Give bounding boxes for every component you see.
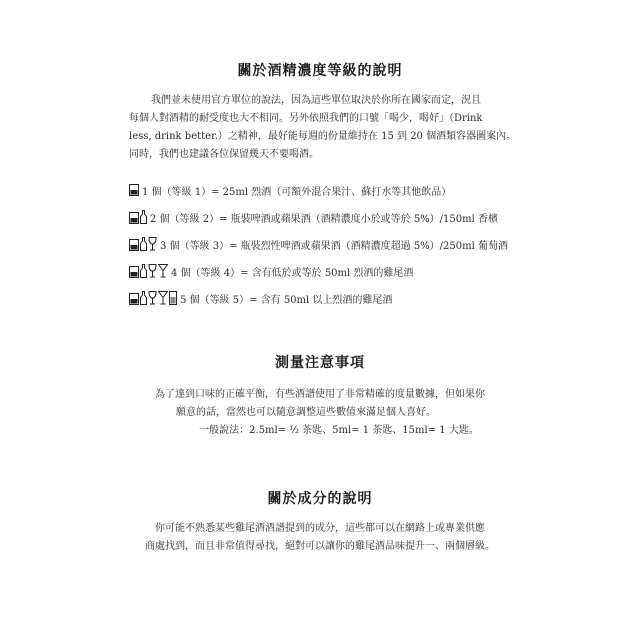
beer-bottle-icon <box>140 210 148 224</box>
ingredients-body <box>120 520 520 556</box>
level-item-5 <box>129 291 392 305</box>
intro-line: 同時，我們也建議各位保留幾天不要喝酒。 <box>129 149 319 160</box>
wine-glass-icon <box>148 264 158 278</box>
level-item-3 <box>129 237 508 251</box>
level-icons <box>129 291 178 305</box>
wine-glass-icon <box>148 291 158 305</box>
level-item-4 <box>129 264 413 278</box>
ingredients-line: 商處找到，而且非常值得尋找，絕對可以讓你的雞尾酒品味提升一、兩個層級。 <box>145 541 495 552</box>
level-text: 5 個（等級 5）= 含有 50ml 以上烈酒的雞尾酒 <box>180 294 393 306</box>
beer-bottle-icon <box>140 291 148 305</box>
shot-glass-icon <box>129 239 140 251</box>
level-text: 1 個（等級 1）= 25ml 烈酒（可額外混合果汁、蘇打水等其他飲品） <box>142 186 452 198</box>
measurement-line: 願意的話，當然也可以隨意調整這些數值來滿足個人喜好。 <box>176 407 436 418</box>
beer-bottle-icon <box>140 264 148 278</box>
intro-line: less, drink better.）之精神，最好能每週的份量維持在 15 到 20 個酒類容器圖案內。 <box>129 131 517 142</box>
level-item-1 <box>129 183 451 197</box>
shot-glass-icon <box>129 266 140 278</box>
level-text: 3 個（等級 3）= 瓶裝烈性啤酒或蘋果酒（酒精濃度超過 5%）/250ml 葡萄酒 <box>160 240 508 252</box>
section-title-alcohol-levels: 關於酒精濃度等級的說明 <box>237 63 403 79</box>
alcohol-levels-intro <box>129 92 517 164</box>
shot-glass-icon <box>129 184 140 196</box>
shot-glass-icon <box>129 293 140 305</box>
level-icons <box>129 264 169 278</box>
shot-glass-icon <box>129 212 140 224</box>
ingredients-line: 你可能不熟悉某些雞尾酒酒譜提到的成分，這些都可以在網路上或專業供應 <box>155 523 485 534</box>
measurement-notes-body <box>120 386 520 440</box>
cocktail-glass-icon <box>158 291 169 305</box>
level-icons <box>129 184 140 196</box>
level-text: 4 個（等級 4）= 含有低於或等於 50ml 烈酒的雞尾酒 <box>171 267 414 279</box>
level-item-2 <box>129 210 498 224</box>
wine-glass-icon <box>148 237 158 251</box>
measurement-line: 為了達到口味的正確平衡，有些酒譜使用了非常精確的度量數據，但如果你 <box>155 389 485 400</box>
intro-line: 我們並未使用官方單位的說法，因為這些單位取決於你所在國家而定，況且 <box>151 95 481 106</box>
level-icons <box>129 210 148 224</box>
beer-bottle-icon <box>140 237 148 251</box>
highball-glass-icon <box>169 291 178 305</box>
level-icons <box>129 237 158 251</box>
measurement-line: 一般說法：2.5ml= ½ 茶匙、5ml= 1 茶匙、15ml= 1 大匙。 <box>199 425 479 436</box>
section-title-measurement-notes: 測量注意事項 <box>275 355 365 371</box>
cocktail-glass-icon <box>158 264 169 278</box>
intro-line: 每個人對酒精的耐受度也大不相同。另外依照我們的口號「喝少，喝好」（Drink <box>129 113 483 124</box>
section-title-ingredients: 關於成分的說明 <box>267 491 373 507</box>
level-text: 2 個（等級 2）= 瓶裝啤酒或蘋果酒（酒精濃度小於或等於 5%）/150ml 香檳 <box>150 213 498 225</box>
